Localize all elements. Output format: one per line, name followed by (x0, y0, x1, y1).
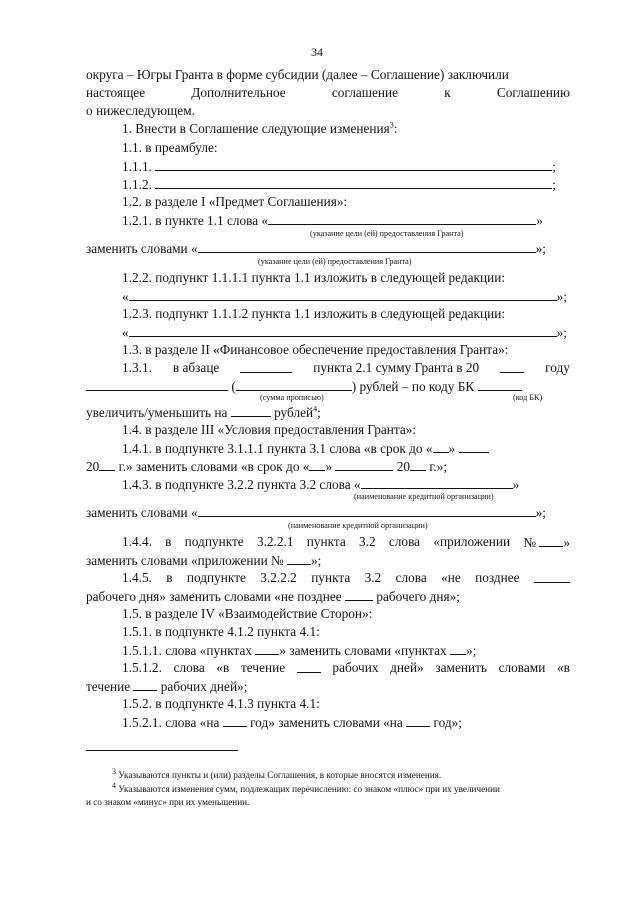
item-1-2: 1.2. в разделе I «Предмет Соглашения»: (122, 194, 348, 209)
word: 3.2.2.2 (260, 570, 297, 585)
blank-field (129, 324, 557, 337)
footnote-3 (112, 766, 442, 781)
blank-field (335, 458, 393, 471)
item-label: 1.5.1.2. (122, 660, 162, 675)
word: «в (557, 660, 570, 675)
footnote-rule (86, 750, 238, 751)
caption-goal-1: (указание цели (ей) предоставления Гранта) (310, 229, 464, 238)
paragraph-intro-line-3: о нижеследующем. (86, 103, 195, 118)
word: 3.2.2.1 (256, 534, 294, 549)
blank-field (309, 458, 325, 471)
blank-field (86, 378, 228, 391)
word: настоящее (86, 85, 146, 100)
replace-text: заменить словами « (86, 505, 198, 520)
blank-field (99, 458, 115, 471)
word: «не (441, 570, 461, 585)
caption-kbk: (код БК) (513, 393, 543, 402)
word: пункта 2.1 сумму Гранта в 20 (313, 360, 480, 375)
word: слова (395, 570, 427, 585)
item-1-5-1: 1.5.1. в подпункте 4.1.2 пункта 4.1: (122, 624, 320, 639)
footnote-3-number: 3 (112, 766, 116, 776)
item-1-4-1 (122, 440, 489, 457)
word: г.»; (429, 459, 448, 474)
blank-field (500, 360, 524, 373)
word: дней» (390, 660, 424, 675)
blank-field (478, 378, 522, 391)
replace-text: заменить словами « (86, 241, 198, 256)
item-text: 1.5.1.1. слова «пунктах (122, 643, 253, 658)
item-1-4-5-line-2 (86, 588, 460, 605)
item-1-text: 1. Внести в Соглашение следующие изменения (122, 121, 390, 136)
word: слова (388, 534, 421, 549)
word: к (444, 85, 451, 100)
word: подпункте (184, 534, 244, 549)
footnote-3-text: Указываются пункты и (или) разделы Соглашения, в которые вносятся изменения. (118, 770, 442, 780)
item-1-3: 1.3. в разделе II «Финансовое обеспечение предоставления Гранта»: (122, 342, 509, 357)
item-1-5-2: 1.5.2. в подпункте 4.1.3 пункта 4.1: (122, 696, 320, 711)
blank-field (534, 570, 570, 583)
item-1-5: 1.5. в разделе IV «Взаимодействие Сторон»: (122, 606, 373, 621)
punct: »; (556, 289, 567, 304)
word: «в (216, 660, 230, 675)
item-text: 1.4.1. в подпункте 3.1.1.1 пункта 3.1 слова «в срок до « (122, 441, 433, 456)
footnote-ref-3: 3 (389, 120, 394, 130)
blank-field (345, 588, 373, 601)
item-1-4-3 (122, 476, 519, 493)
word: течение (86, 679, 131, 694)
blank-field (433, 440, 449, 453)
blank-field (155, 158, 552, 171)
punct: »; (535, 241, 546, 256)
item-label: 1.3.1. (122, 360, 152, 375)
punct: » (536, 213, 543, 228)
page-number: 34 (311, 45, 323, 59)
punct: « (122, 289, 129, 304)
word: 20 (396, 459, 411, 474)
word: Соглашению (496, 85, 570, 100)
item-1 (122, 121, 397, 137)
word: в абзаце (172, 360, 220, 375)
item-text: рабочих дней»; (160, 679, 248, 694)
footnote-4 (112, 780, 500, 795)
punct: » (325, 459, 333, 474)
item-1-5-2-1 (122, 714, 462, 731)
replace-line-1 (86, 240, 546, 257)
word: 3.2 (364, 570, 382, 585)
blank-field (133, 678, 157, 691)
word: году (545, 360, 570, 375)
item-text: заменить словами «приложении № (86, 553, 284, 568)
item-label: 1.4.5. (122, 570, 152, 585)
blank-field (361, 476, 513, 489)
item-1-4-1-line-2 (86, 458, 447, 475)
footnote-ref-4: 4 (313, 404, 318, 414)
paragraph-intro-line-2 (86, 85, 570, 101)
word: № » (523, 535, 570, 550)
punct: »; (311, 553, 322, 568)
item-1-1-2 (122, 176, 556, 193)
item-1-5-1-2 (122, 660, 570, 676)
punct: »; (556, 325, 567, 340)
blank-field (255, 642, 279, 655)
word: в (166, 570, 173, 585)
punct: ; (552, 159, 556, 174)
item-1-4-4-line-2 (86, 552, 321, 569)
caption-goal-2: (указание цели (ей) предоставления Гранта) (258, 257, 412, 266)
item-1-2-2: 1.2.2. подпункт 1.1.1.1 пункта 1.1 изложить в следующей редакции: (122, 270, 506, 285)
item-1-1-1 (122, 158, 556, 175)
item-text: » заменить словами «пунктах (279, 643, 447, 658)
item-text: увеличить/уменьшить на (86, 405, 228, 420)
word: «приложении (433, 534, 511, 549)
word: позднее (475, 570, 520, 585)
item-1-1: 1.1. в преамбуле: (122, 140, 218, 155)
item-label: 1.4.4. (122, 534, 152, 549)
footnote-4-number: 4 (112, 780, 116, 790)
item-text: рабочего дня»; (376, 589, 460, 604)
item-text: 1.5.2.1. слова «на (122, 715, 220, 730)
punct: »; (535, 505, 546, 520)
quote-line-2 (122, 324, 567, 341)
item-label: 1.1.2. (122, 177, 152, 192)
blank-field (223, 714, 247, 727)
blank-field (198, 504, 536, 517)
word: в (165, 534, 172, 549)
blank-field (297, 660, 321, 673)
punct: » (448, 441, 456, 456)
blank-field (231, 404, 271, 417)
item-1-2-1 (122, 212, 543, 229)
blank-field (198, 240, 536, 253)
blank-field (406, 714, 430, 727)
word: Дополнительное (191, 85, 286, 100)
item-1-2-3: 1.2.3. подпункт 1.1.1.2 пункта 1.1 изложить в следующей редакции: (122, 306, 506, 321)
item-1-3-1-line-3 (86, 404, 321, 421)
word: соглашение (331, 85, 399, 100)
blank-field (240, 360, 292, 373)
caption-org-1: (наименование кредитной организации) (354, 492, 494, 501)
word: 3.2 (359, 534, 376, 549)
item-text: 1.4.3. в подпункте 3.2.2 пункта 3.2 слова « (122, 477, 361, 492)
punct: ; (552, 177, 556, 192)
word: словами (498, 660, 546, 675)
paragraph-intro-line-1: округа – Югры Гранта в форме субсидии (далее – Соглашение) заключили (86, 67, 509, 82)
quote-line-1 (122, 288, 567, 305)
blank-field (410, 458, 426, 471)
item-text: 1.2.1. в пункте 1.1 слова « (122, 213, 269, 228)
punct: »; (466, 643, 477, 658)
item-1-4-4 (122, 534, 570, 551)
blank-field (459, 440, 489, 453)
item-text: рублей (274, 405, 314, 420)
caption-org-2: (наименование кредитной организации) (288, 521, 428, 530)
replace-line-2 (86, 504, 546, 521)
item-text: ) рублей – по коду БК (351, 379, 475, 394)
item-text: год» заменить словами «на (250, 715, 403, 730)
word: пункта (311, 570, 351, 585)
punct: « (122, 325, 129, 340)
blank-field (287, 552, 311, 565)
item-1-5-1-2-line-2 (86, 678, 247, 695)
word: 20 (86, 459, 100, 474)
word: заменить (435, 660, 487, 675)
blank-field (155, 176, 552, 189)
punct: ; (317, 405, 321, 420)
caption-sum: (сумма прописью) (260, 393, 324, 402)
item-1-3-1 (122, 360, 570, 376)
word: рабочих (332, 660, 379, 675)
word: слова (173, 660, 205, 675)
item-1-4-5 (122, 570, 570, 586)
word: течение (241, 660, 286, 675)
word: пункта (306, 534, 346, 549)
punct: » (512, 477, 520, 492)
item-1-4: 1.4. в разделе III «Условия предоставления Гранта»: (122, 422, 417, 437)
colon: : (393, 121, 398, 136)
blank-field (450, 642, 466, 655)
footnote-4-text: Указываются изменения сумм, подлежащих перечислению: со знаком «плюс» при их увеличении (118, 784, 500, 794)
blank-field (129, 288, 557, 301)
item-label: 1.1.1. (122, 159, 152, 174)
blank-field (236, 378, 352, 391)
punct: ( (231, 379, 236, 394)
item-text: год»; (433, 715, 462, 730)
footnote-4-line-2: и со знаком «минус» при их уменьшении. (86, 797, 250, 807)
item-text: рабочего дня» заменить словами «не позднее (86, 589, 342, 604)
blank-field (268, 212, 536, 225)
word: подпункте (186, 570, 246, 585)
item-text: г.» заменить словами «в срок до « (118, 459, 310, 474)
item-1-5-1-1 (122, 642, 476, 659)
